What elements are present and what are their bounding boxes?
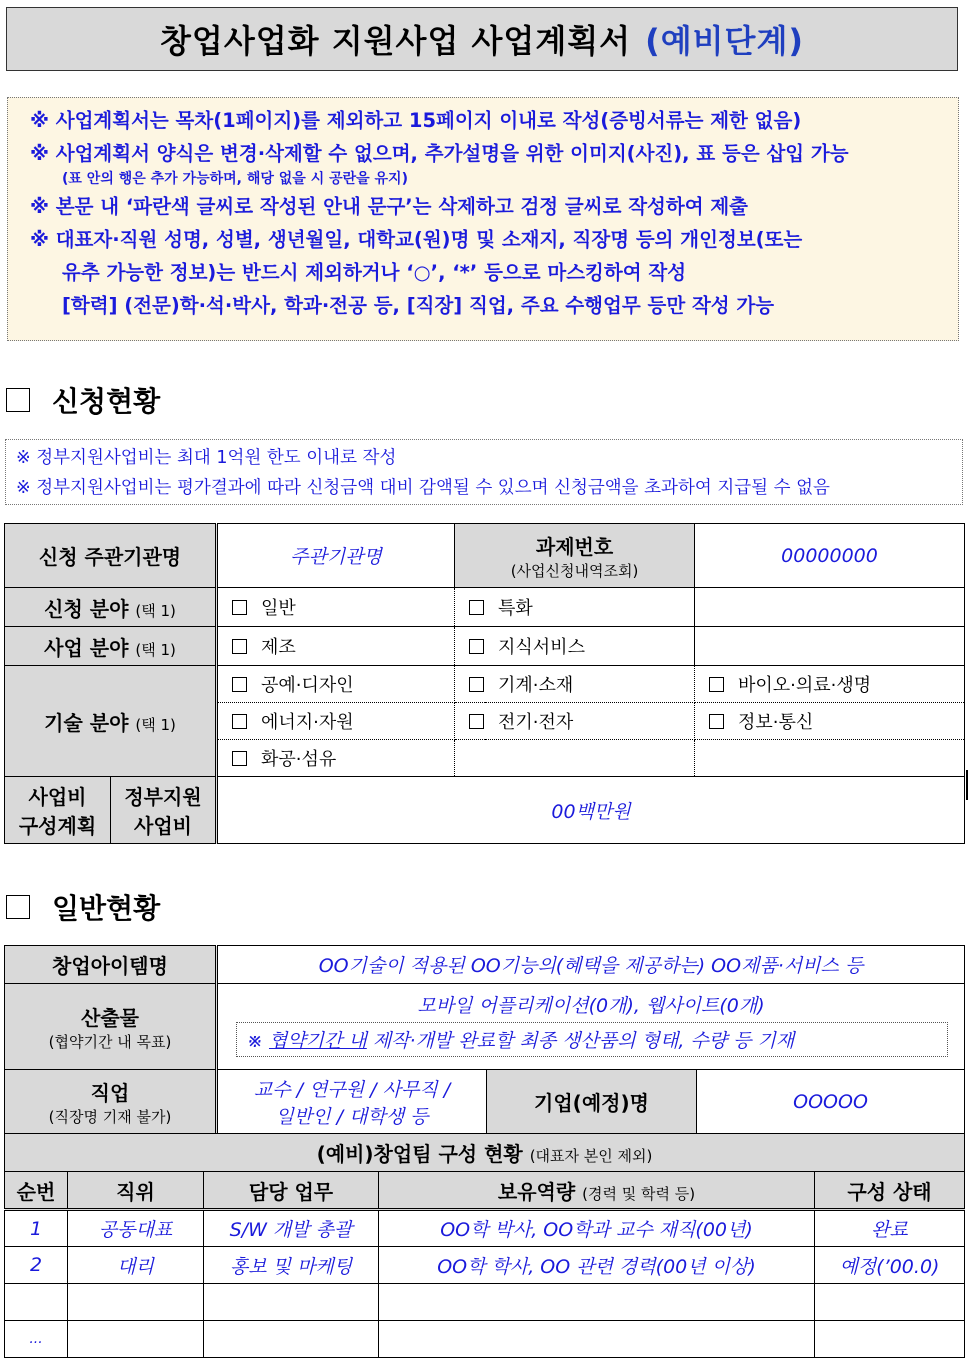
output-label: [5, 984, 217, 1070]
cell-position[interactable]: 대리: [68, 1247, 204, 1284]
cell-status[interactable]: 완료: [815, 1210, 965, 1247]
item-value[interactable]: OO기술이 적용된 OO기능의(혜택을 제공하는) OO제품·서비스 등: [217, 946, 965, 984]
option-label: 일반: [261, 598, 296, 619]
table-row: [5, 1284, 965, 1321]
biz-label: [5, 627, 217, 666]
notice-line: [학력] (전문)학·석·박사, 학과·전공 등, [직장] 직업, 주요 수행업무 등만 작성 가능: [62, 294, 775, 317]
job-value-line: 일반인 / 대학생 등: [275, 1105, 429, 1128]
option-label: 특화: [498, 598, 533, 619]
cell-capability[interactable]: [379, 1321, 815, 1358]
budget-label-line: 사업비: [28, 785, 87, 809]
gov-label-line: 사업비: [134, 814, 192, 838]
company-label: 기업(예정)명: [487, 1070, 697, 1134]
cell-duty[interactable]: [204, 1284, 379, 1321]
tech-option[interactable]: [455, 666, 695, 703]
option-label: 정보·통신: [738, 712, 814, 733]
option-label: 화공·섬유: [261, 749, 337, 770]
output-cell[interactable]: [217, 984, 965, 1070]
note-underlined: 협약기간 내: [268, 1029, 367, 1052]
budget-label: [5, 777, 111, 844]
checkbox-icon[interactable]: [232, 714, 247, 729]
gov-value[interactable]: 00백만원: [217, 777, 965, 844]
field-option-general[interactable]: [217, 588, 455, 627]
empty-cell: [695, 588, 965, 627]
biz-label-text: 사업 분야: [44, 635, 129, 660]
tech-option[interactable]: [695, 666, 965, 703]
checkbox-icon[interactable]: [709, 677, 724, 692]
table-row: [5, 1247, 965, 1284]
section-heading-application: [6, 380, 160, 420]
square-icon: [6, 388, 30, 412]
tech-option[interactable]: [455, 703, 695, 740]
application-table: [4, 523, 965, 844]
col-header-status: 구성 상태: [815, 1172, 965, 1210]
tech-option[interactable]: [217, 740, 455, 777]
org-label: 신청 주관기관명: [5, 524, 217, 588]
org-value[interactable]: 주관기관명: [217, 524, 455, 588]
option-label: 기계·소재: [498, 675, 574, 696]
title-main: 창업사업화 지원사업 사업계획서: [160, 22, 632, 60]
col-header-capability: [379, 1172, 815, 1210]
output-label-text: 산출물: [81, 1005, 139, 1030]
team-title-text: (예비)창업팀 구성 현황: [316, 1142, 523, 1166]
option-label: 공예·디자인: [261, 675, 354, 696]
pick-one-note: (택 1): [135, 715, 176, 734]
notice-line: ※ 대표자·직원 성명, 성별, 생년월일, 대학교(원)명 및 소재지, 직장명 등의 개인정보(또는: [30, 228, 803, 251]
section-title: 신청현황: [52, 385, 161, 418]
table-row: [5, 1321, 965, 1358]
option-label: 에너지·자원: [261, 712, 354, 733]
job-value[interactable]: [217, 1070, 487, 1134]
notice-subline: (표 안의 행은 추가 가능하며, 해당 없을 시 공란을 유지): [62, 171, 408, 187]
checkbox-icon[interactable]: [232, 751, 247, 766]
task-value[interactable]: 00000000: [695, 524, 965, 588]
notice-line: 유추 가능한 정보)는 반드시 제외하거나 ‘○’, ‘*’ 등으로 마스킹하여 작성: [62, 261, 687, 284]
cell-no[interactable]: 1: [5, 1210, 68, 1247]
cell-position[interactable]: 공동대표: [68, 1210, 204, 1247]
option-label: 제조: [261, 637, 296, 658]
cell-status[interactable]: [815, 1284, 965, 1321]
team-title: [5, 1134, 965, 1172]
cell-duty[interactable]: 홍보 및 마케팅: [204, 1247, 379, 1284]
tech-option[interactable]: [695, 703, 965, 740]
cell-capability[interactable]: OO학 박사, OO학과 교수 재직(00년): [379, 1210, 815, 1247]
field-label: [5, 588, 217, 627]
notice-line: ※ 본문 내 ‘파란색 글씨로 작성된 안내 문구’는 삭제하고 검정 글씨로 작성하여 제출: [30, 195, 749, 218]
tech-label: [5, 666, 217, 777]
cell-capability[interactable]: [379, 1284, 815, 1321]
task-label-text: 과제번호: [535, 534, 614, 559]
option-label: 전기·전자: [498, 712, 574, 733]
task-label: [455, 524, 695, 588]
capability-header-sub: (경력 및 학력 등): [582, 1184, 696, 1203]
text-cursor: [966, 770, 968, 800]
cell-position[interactable]: [68, 1284, 204, 1321]
notice-line: ※ 사업계획서 양식은 변경·삭제할 수 없으며, 추가설명을 위한 이미지(사진), 표 등은 삽입 가능: [30, 142, 849, 165]
col-header-no: 순번: [5, 1172, 68, 1210]
cell-position[interactable]: [68, 1321, 204, 1358]
job-label: [5, 1070, 217, 1134]
note-rest: 제작·개발 완료할 최종 생산품의 형태, 수량 등 기재: [372, 1029, 795, 1052]
task-label-sub: (사업신청내역조회): [510, 561, 639, 580]
cell-capability[interactable]: OO학 학사, OO 관련 경력(00년 이상): [379, 1247, 815, 1284]
table-row: [5, 1210, 965, 1247]
notice-line: ※ 사업계획서는 목차(1페이지)를 제외하고 15페이지 이내로 작성(증빙서류는 제한 없음): [30, 109, 802, 132]
info-line: ※ 정부지원사업비는 평가결과에 따라 신청금액 대비 감액될 수 있으며 신청금액을 초과하여 지급될 수 없음: [16, 478, 830, 498]
square-icon: [6, 895, 30, 919]
col-header-duty: 담당 업무: [204, 1172, 379, 1210]
empty-cell: [695, 627, 965, 666]
checkbox-icon[interactable]: [469, 714, 484, 729]
output-note: [236, 1022, 948, 1057]
option-label: 지식서비스: [498, 637, 585, 658]
item-label: 창업아이템명: [5, 946, 217, 984]
document-title: [6, 7, 958, 71]
field-label-text: 신청 분야: [44, 596, 129, 621]
cell-status[interactable]: [815, 1321, 965, 1358]
note-prefix: ※: [247, 1029, 263, 1052]
checkbox-icon[interactable]: [709, 714, 724, 729]
biz-option-knowledge-service[interactable]: [455, 627, 695, 666]
field-option-special[interactable]: [455, 588, 695, 627]
notice-box: [7, 97, 959, 341]
pick-one-note: (택 1): [135, 601, 176, 620]
info-line: ※ 정부지원사업비는 최대 1억원 한도 이내로 작성: [16, 448, 397, 468]
capability-header-text: 보유역량: [497, 1179, 576, 1204]
checkbox-icon[interactable]: [469, 677, 484, 692]
cell-duty[interactable]: S/W 개발 총괄: [204, 1210, 379, 1247]
cell-status[interactable]: 예정(’00.0): [815, 1247, 965, 1284]
checkbox-icon[interactable]: [469, 600, 484, 615]
job-label-sub: (직장명 기재 불가): [48, 1107, 172, 1126]
empty-cell: [695, 740, 965, 777]
title-sub: (예비단계): [645, 22, 804, 60]
output-label-sub: (협약기간 내 목표): [48, 1032, 172, 1051]
output-value: 모바일 어플리케이션(0개), 웹사이트(0개): [417, 994, 765, 1017]
empty-cell: [455, 740, 695, 777]
general-table: [4, 945, 965, 1134]
cell-duty[interactable]: [204, 1321, 379, 1358]
checkbox-icon[interactable]: [232, 677, 247, 692]
pick-one-note: (택 1): [135, 640, 176, 659]
team-table: [4, 1133, 965, 1358]
gov-label: [111, 777, 217, 844]
info-box: [5, 439, 963, 505]
tech-label-text: 기술 분야: [44, 710, 129, 735]
biz-option-manufacturing[interactable]: [217, 627, 455, 666]
cell-no[interactable]: [5, 1284, 68, 1321]
tech-option[interactable]: [217, 666, 455, 703]
section-title: 일반현황: [52, 892, 161, 925]
gov-label-line: 정부지원: [124, 785, 202, 809]
cell-no[interactable]: 2: [5, 1247, 68, 1284]
section-heading-general: [6, 887, 160, 927]
job-value-line: 교수 / 연구원 / 사무직 /: [253, 1078, 451, 1101]
checkbox-icon[interactable]: [232, 639, 247, 654]
col-header-position: 직위: [68, 1172, 204, 1210]
team-title-sub: (대표자 본인 제외): [529, 1147, 653, 1165]
budget-label-line: 구성계획: [18, 814, 97, 838]
checkbox-icon[interactable]: [232, 600, 247, 615]
checkbox-icon[interactable]: [469, 639, 484, 654]
tech-option[interactable]: [217, 703, 455, 740]
cell-no[interactable]: ...: [5, 1321, 68, 1358]
job-label-text: 직업: [90, 1080, 130, 1105]
option-label: 바이오·의료·생명: [738, 675, 872, 696]
company-value[interactable]: OOOOO: [697, 1070, 965, 1134]
